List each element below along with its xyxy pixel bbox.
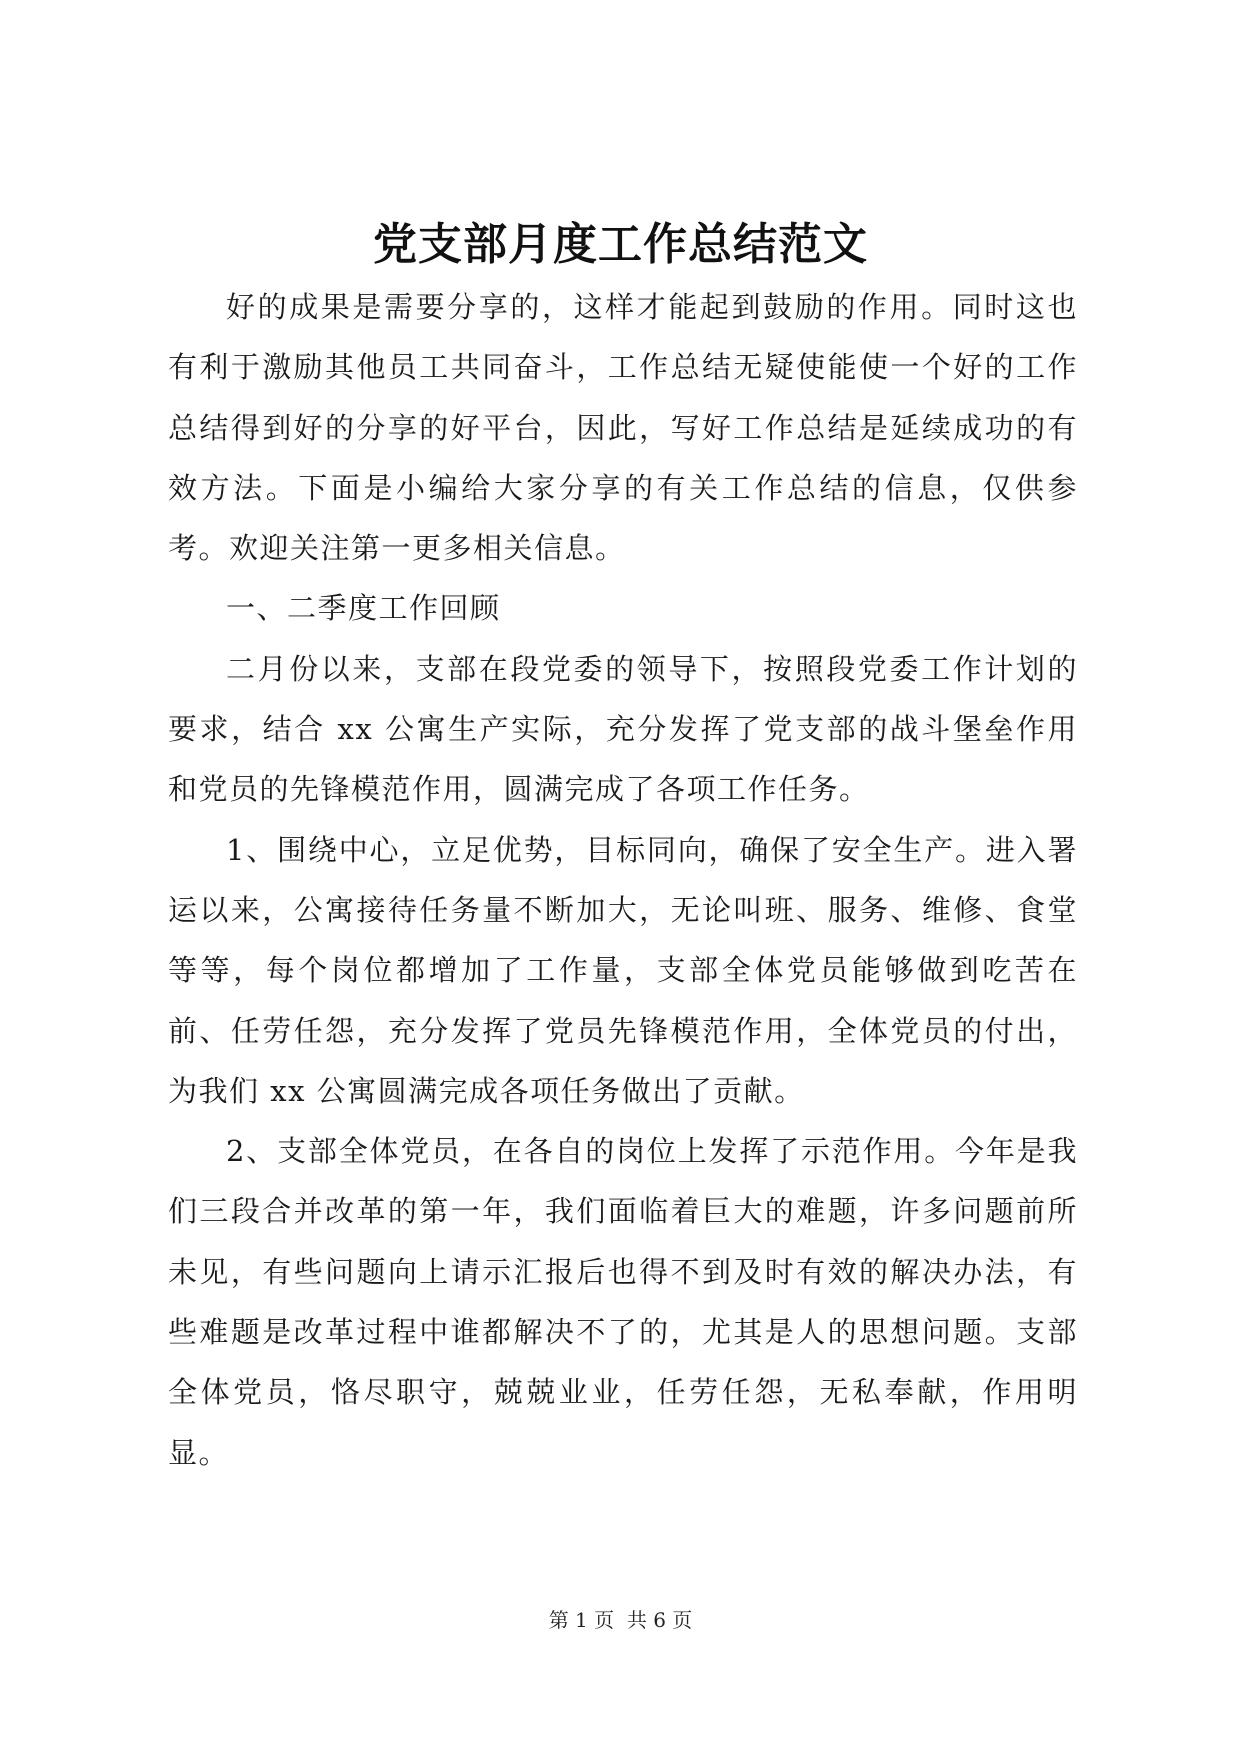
page-number: 第 1 页 共 6 页 bbox=[548, 1608, 693, 1632]
paragraph-item-2: 2、支部全体党员，在各自的岗位上发挥了示范作用。今年是我们三段合并改革的第一年，我们面临着巨大的难题，许多问题前所未见，有些问题向上请示汇报后也得不到及时有效的解决办法，有些难题是改革过程中谁都解决不了的，尤其是人的思想问题。支部全体党员，恪尽职守，兢兢业业，任劳任怨，无私奉献，作用明显。 bbox=[168, 1134, 1078, 1470]
document-body bbox=[168, 277, 1078, 1483]
paragraph-intro: 好的成果是需要分享的，这样才能起到鼓励的作用。同时这也有利于激励其他员工共同奋斗，工作总结无疑使能使一个好的工作总结得到好的分享的好平台，因此，写好工作总结是延续成功的有效方法。下面是小编给大家分享的有关工作总结的信息，仅供参考。欢迎关注第一更多相关信息。 bbox=[168, 290, 1078, 566]
page-footer bbox=[0, 1607, 1241, 1633]
paragraph-overview: 二月份以来，支部在段党委的领导下，按照段党委工作计划的要求，结合 xx 公寓生产实际，充分发挥了党支部的战斗堡垒作用和党员的先锋模范作用，圆满完成了各项工作任务。 bbox=[168, 651, 1078, 807]
paragraph-item-1: 1、围绕中心，立足优势，目标同向，确保了安全生产。进入署运以来，公寓接待任务量不断加大，无论叫班、服务、维修、食堂等等，每个岗位都增加了工作量，支部全体党员能够做到吃苦在前、任劳任怨，充分发挥了党员先锋模范作用，全体党员的付出，为我们 xx 公寓圆满完成各项任务做出了贡献。 bbox=[168, 832, 1078, 1108]
section-heading: 一、二季度工作回顾 bbox=[226, 591, 501, 626]
document-title: 党支部月度工作总结范文 bbox=[373, 219, 868, 270]
